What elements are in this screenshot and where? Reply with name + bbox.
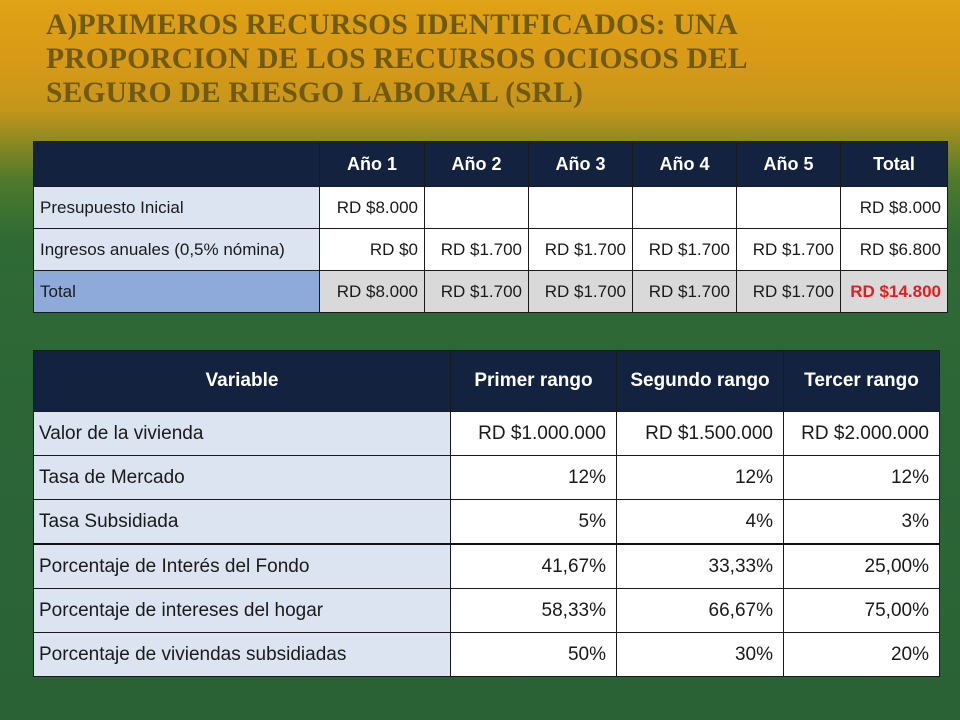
table-row (34, 544, 940, 589)
row-label: Presupuesto Inicial (34, 187, 320, 229)
header-cell: Variable (34, 351, 451, 412)
table-cell: RD $1.700 (425, 271, 529, 313)
table-cell: RD $1.000.000 (451, 412, 617, 456)
table-cell: 50% (451, 633, 617, 677)
table-cell: 75,00% (784, 589, 940, 633)
row-label: Porcentaje de intereses del hogar (34, 589, 451, 633)
table-cell: RD $2.000.000 (784, 412, 940, 456)
total-row (34, 271, 948, 313)
title-line: PROPORCION DE LOS RECURSOS OCIOSOS DEL (46, 43, 748, 75)
header-cell: Año 2 (425, 142, 529, 187)
table-cell (737, 187, 841, 229)
table-cell: 5% (451, 500, 617, 545)
resources-table (33, 141, 948, 313)
table-cell: 30% (617, 633, 784, 677)
housing-subsidy-table (33, 350, 940, 677)
table-cell: RD $8.000 (320, 187, 425, 229)
table-cell (529, 187, 633, 229)
row-label: Tasa de Mercado (34, 456, 451, 500)
table-header-row (34, 142, 948, 187)
header-cell: Año 4 (633, 142, 737, 187)
table-cell: 25,00% (784, 544, 940, 589)
table-cell: RD $6.800 (841, 229, 948, 271)
header-cell: Año 5 (737, 142, 841, 187)
table-row (34, 229, 948, 271)
table-cell: 20% (784, 633, 940, 677)
table-cell: RD $1.700 (633, 229, 737, 271)
table-cell: 12% (784, 456, 940, 500)
table-header-row (34, 351, 940, 412)
table-row (34, 456, 940, 500)
grand-total-cell: RD $14.800 (841, 271, 948, 313)
table-cell: 12% (617, 456, 784, 500)
header-cell: Segundo rango (617, 351, 784, 412)
table-cell: RD $8.000 (320, 271, 425, 313)
row-label: Total (34, 271, 320, 313)
header-cell: Primer rango (451, 351, 617, 412)
row-label: Tasa Subsidiada (34, 500, 451, 545)
table-row (34, 633, 940, 677)
table-cell: 3% (784, 500, 940, 545)
table-cell: 58,33% (451, 589, 617, 633)
header-cell: Año 3 (529, 142, 633, 187)
table-row (34, 589, 940, 633)
title-line: A)PRIMEROS RECURSOS IDENTIFICADOS: UNA (46, 9, 738, 41)
slide-title (46, 8, 926, 110)
table-cell: 4% (617, 500, 784, 545)
row-label: Porcentaje de viviendas subsidiadas (34, 633, 451, 677)
title-line: SEGURO DE RIESGO LABORAL (SRL) (46, 77, 584, 109)
table-cell: RD $1.700 (633, 271, 737, 313)
table-cell: RD $1.700 (737, 229, 841, 271)
table-row (34, 500, 940, 545)
header-cell: Año 1 (320, 142, 425, 187)
table-cell: 66,67% (617, 589, 784, 633)
row-label: Ingresos anuales (0,5% nómina) (34, 229, 320, 271)
table-cell: 41,67% (451, 544, 617, 589)
table-cell: RD $0 (320, 229, 425, 271)
table-row (34, 412, 940, 456)
table-cell: RD $1.700 (529, 271, 633, 313)
table-cell: RD $1.700 (529, 229, 633, 271)
table-cell: 33,33% (617, 544, 784, 589)
table-cell: RD $8.000 (841, 187, 948, 229)
table-row (34, 187, 948, 229)
table-cell (633, 187, 737, 229)
row-label: Porcentaje de Interés del Fondo (34, 544, 451, 589)
table-cell: RD $1.700 (425, 229, 529, 271)
row-label: Valor de la vivienda (34, 412, 451, 456)
header-cell: Tercer rango (784, 351, 940, 412)
header-cell (34, 142, 320, 187)
header-cell: Total (841, 142, 948, 187)
table-cell: RD $1.700 (737, 271, 841, 313)
table-cell (425, 187, 529, 229)
table-cell: RD $1.500.000 (617, 412, 784, 456)
table-cell: 12% (451, 456, 617, 500)
